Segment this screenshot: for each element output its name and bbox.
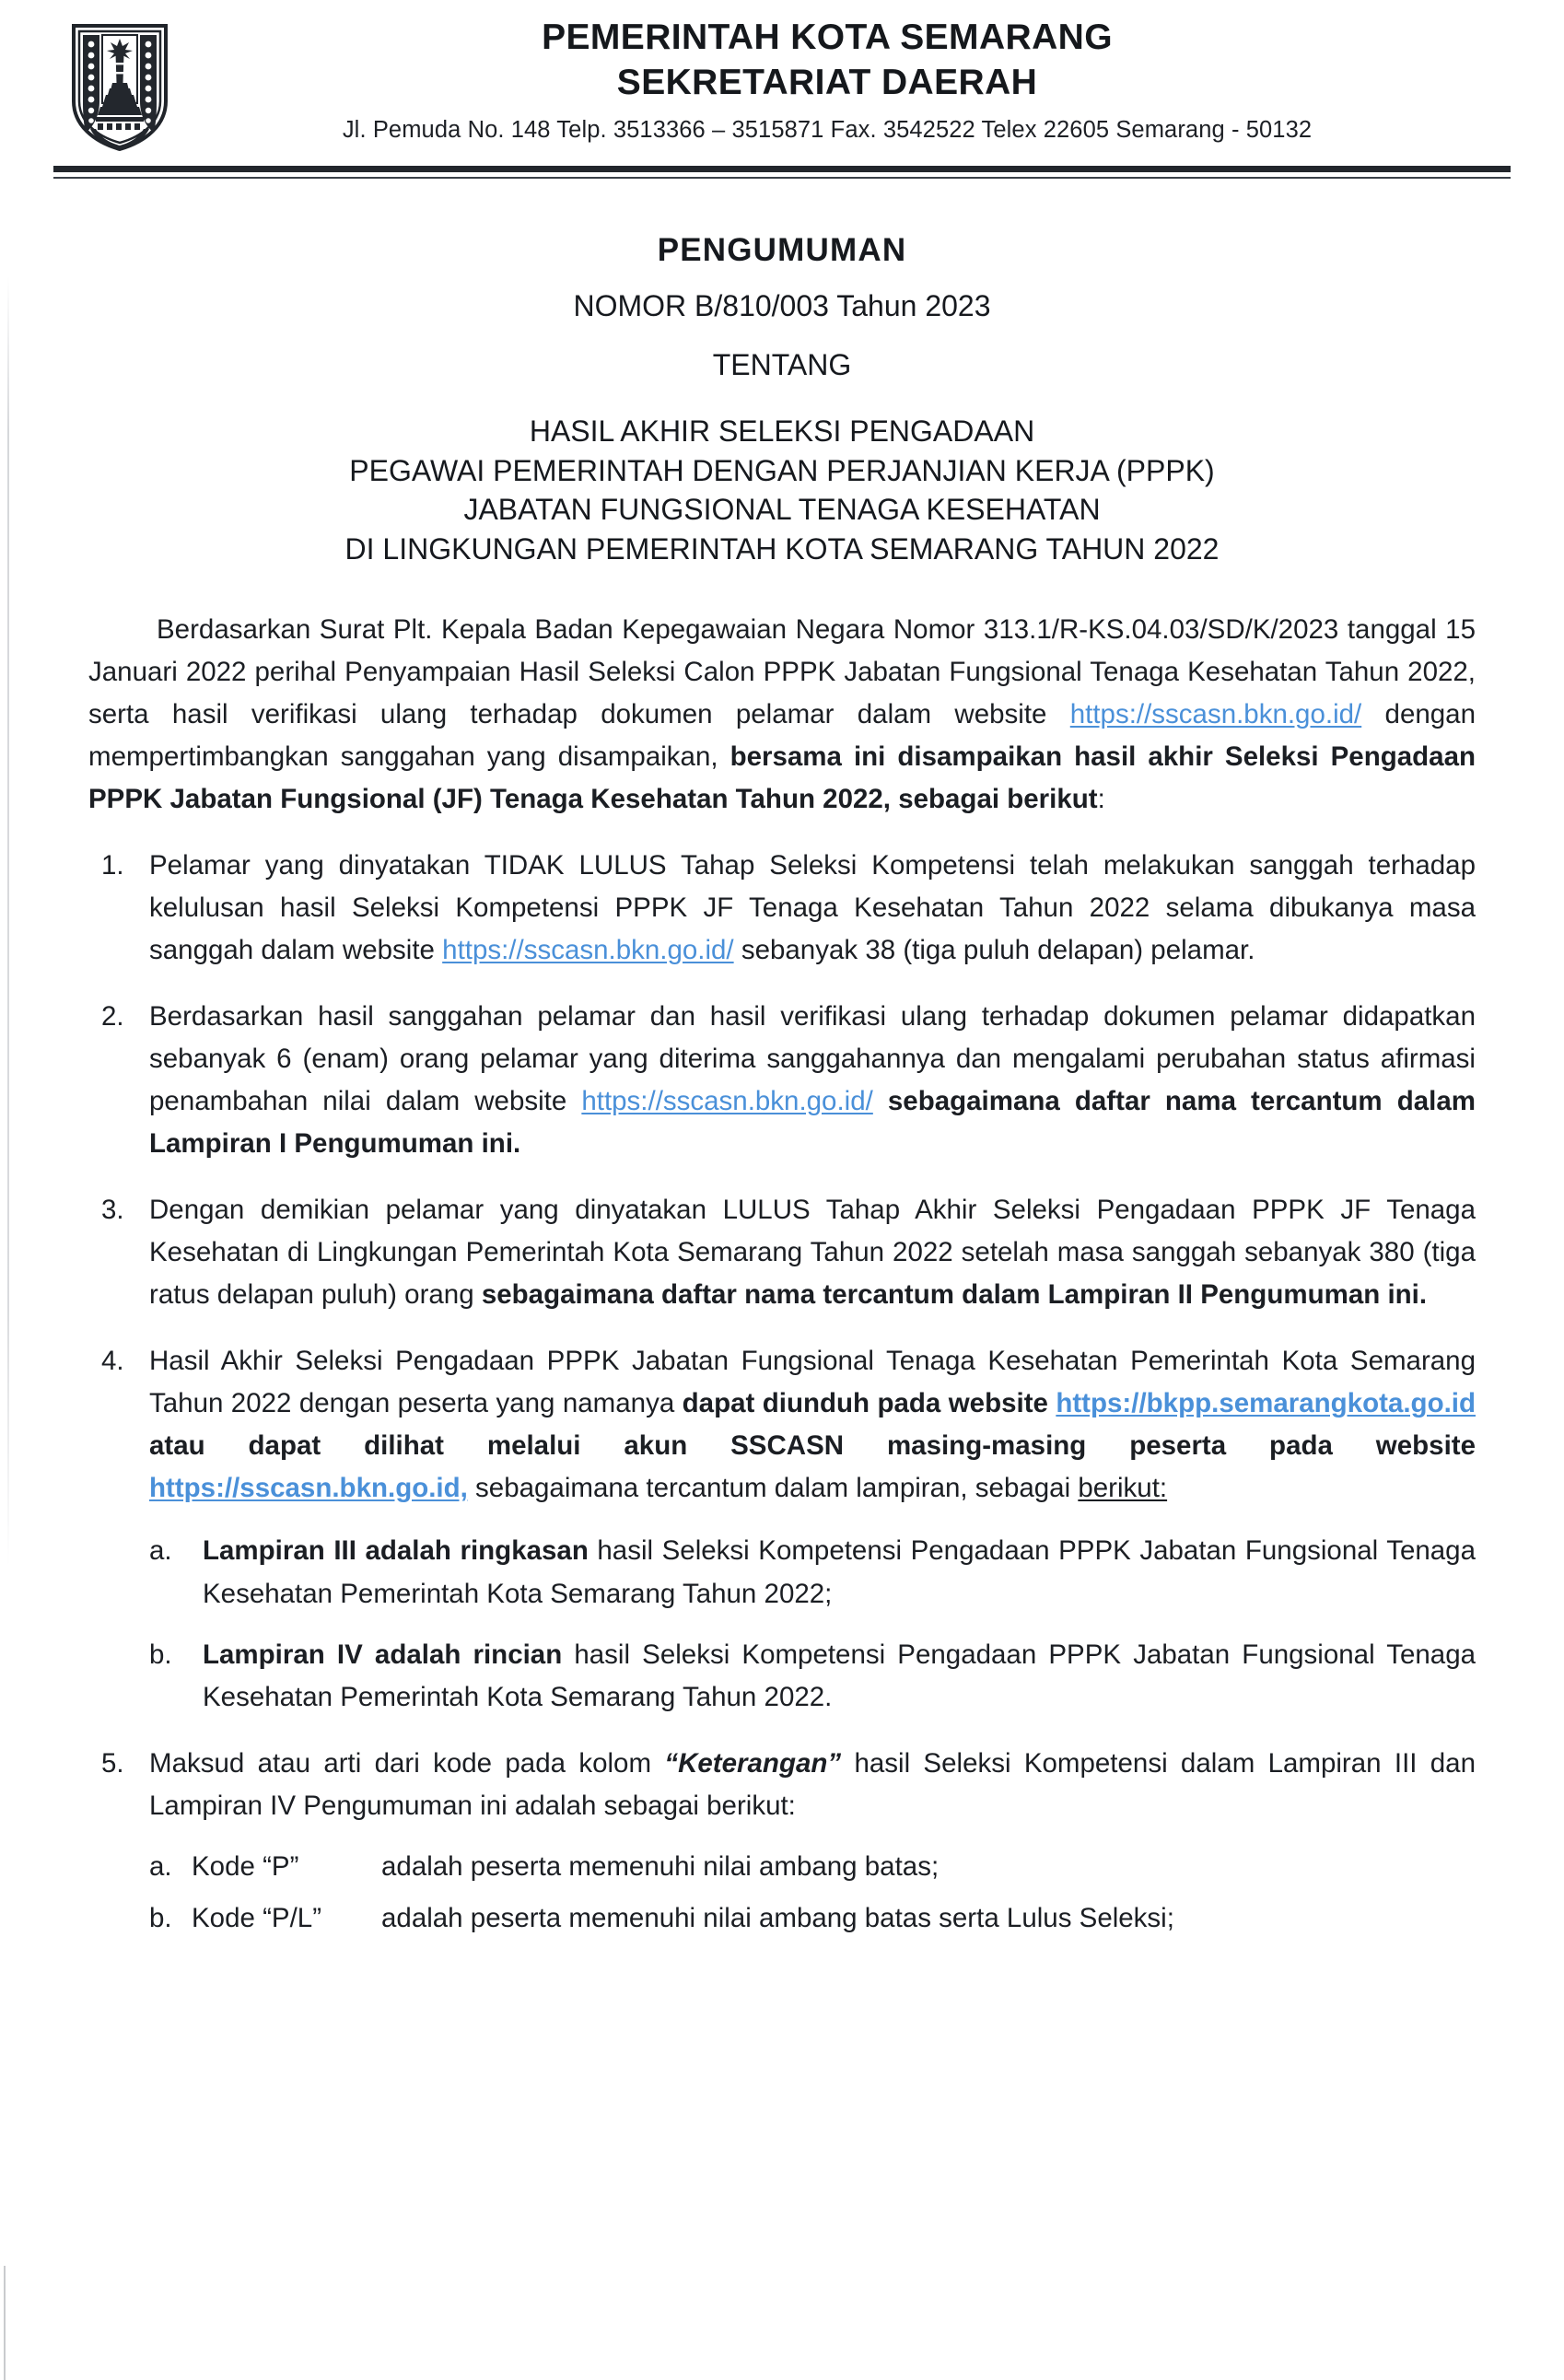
item-marker: 2. [101,1001,124,1032]
subitem-4b-bold: Lampiran IV adalah rincian [203,1639,563,1670]
sscasn-link[interactable]: https://sscasn.bkn.go.id, [149,1473,468,1504]
code-label-p: Kode “P” [192,1850,299,1882]
item-3-text [149,1189,1476,1316]
letterhead-text [171,17,1507,146]
item-4-underline-1: berikut: [1078,1473,1168,1504]
subitem-4b-rest: hasil Seleksi Kompetensi Pengadaan PPPK Jabatan Fungsional Tenaga Kesehatan Pemerintah Kota Semarang Tahun 2022. [203,1639,1476,1712]
item-4-bold-2: atau dapat dilihat melalui akun SSCASN masing-masing peserta pada website [149,1430,1476,1462]
list-item [149,1846,1476,1888]
item-3-part-1: Dengan demikian pelamar yang dinyatakan LULUS Tahap Akhir Seleksi Pengadaan PPPK JF Tenaga Kesehatan di Lingkungan Pemerintah Kota Semarang Tahun 2022 setelah masa sanggah sebanyak 380 (tiga ratus delapan puluh) orang [149,1195,1476,1311]
list-item [149,1634,1476,1719]
intro-text-3: : [1097,784,1105,815]
org-name-line1: PEMERINTAH KOTA SEMARANG [542,18,1113,57]
keterangan-code-list [149,1846,1476,1940]
intro-paragraph [88,609,1476,821]
item-5-part-1: Maksud atau arti dari kode pada kolom [149,1747,665,1779]
item-2-part-1: Berdasarkan hasil sanggahan pelamar dan hasil verifikasi ulang terhadap dokumen pelamar didapatkan sebanyak 6 (enam) orang pelamar yang diterima sanggahannya dan mengalami perubahan status afirmasi penambahan nilai dalam website [149,1001,1476,1117]
list-item [88,1743,1476,1940]
list-item [88,845,1476,972]
list-item [88,1340,1476,1718]
subitem-4b-text [203,1634,1476,1719]
list-item [149,1530,1476,1615]
code-marker: a. [149,1850,172,1882]
item-3-bold-1: sebagaimana daftar nama tercantum dalam Lampiran II Pengumuman ini. [481,1279,1428,1311]
item-2-text [149,996,1476,1165]
bkpp-link[interactable]: https://bkpp.semarangkota.go.id [1056,1388,1476,1419]
item-4-bold-1: dapat diunduh pada website [682,1388,1056,1419]
list-item [149,1897,1476,1940]
org-name-line2: SEKRETARIAT DAERAH [616,63,1038,103]
subject-line-3: JABATAN FUNGSIONAL TENAGA KESEHATAN [463,493,1101,527]
sscasn-link[interactable]: https://sscasn.bkn.go.id/ [581,1086,873,1117]
page-title: PENGUMUMAN [657,232,907,268]
scan-artifact-left-edge [7,276,9,1566]
item-5-part-2: hasil Seleksi Kompetensi dalam Lampiran III dan Lampiran IV Pengumuman ini adalah sebagai berikut: [149,1747,1476,1821]
org-address: Jl. Pemuda No. 148 Telp. 3513366 – 3515871 Fax. 3542522 Telex 22605 Semarang - 50132 [342,116,1313,143]
sscasn-link[interactable]: https://sscasn.bkn.go.id/ [442,935,734,966]
item-1-text [149,845,1476,972]
about-label: TENTANG [712,348,852,381]
letterhead-divider [53,166,1511,179]
announcement-number: NOMOR B/810/003 Tahun 2023 [573,289,991,322]
letterhead [0,0,1564,151]
divider-thick-rule [53,166,1511,172]
title-block [0,232,1564,568]
item-4-part-1: Hasil Akhir Seleksi Pengadaan PPPK Jabatan Fungsional Tenaga Kesehatan Pemerintah Kota Semarang Tahun 2022 dengan peserta yang namanya [149,1346,1476,1419]
subitem-4a-rest: hasil Seleksi Kompetensi Pengadaan PPPK Jabatan Fungsional Tenaga Kesehatan Pemerintah Kota Semarang Tahun 2022; [203,1535,1476,1609]
subitem-marker: a. [149,1535,172,1567]
subject-line-4: DI LINGKUNGAN PEMERINTAH KOTA SEMARANG TAHUN 2022 [344,531,1220,566]
subject-line-1: HASIL AKHIR SELEKSI PENGADAAN [529,414,1035,448]
list-item [88,1189,1476,1316]
subitem-4a-bold: Lampiran III adalah ringkasan [203,1535,589,1567]
item-marker: 4. [101,1346,124,1377]
announcement-items-list [88,845,1476,1939]
item-4-subitems [149,1530,1476,1718]
item-marker: 3. [101,1195,124,1226]
code-marker: b. [149,1902,172,1933]
code-description-p: adalah peserta memenuhi nilai ambang batas; [381,1850,940,1882]
item-4-text [149,1340,1476,1510]
item-5-keterangan-emphasis: “Keterangan” [664,1747,842,1779]
sscasn-link[interactable]: https://sscasn.bkn.go.id/ [1069,699,1362,730]
subitem-4a-text [203,1530,1476,1615]
list-item [88,996,1476,1165]
code-description-pl: adalah peserta memenuhi nilai ambang batas serta Lulus Seleksi; [381,1902,1174,1933]
scan-artifact-left-edge-bottom [4,2266,6,2380]
item-1-part-2: sebanyak 38 (tiga puluh delapan) pelamar. [733,935,1255,966]
item-1-part-1: Pelamar yang dinyatakan TIDAK LULUS Tahap Seleksi Kompetensi telah melakukan sanggah terhadap kelulusan hasil Seleksi Kompetensi PPPK JF Tenaga Kesehatan Tahun 2022 selama dibukanya masa sanggah dalam website [149,850,1476,966]
intro-text-2: dengan mempertimbangkan sanggahan yang disampaikan, [88,699,1476,773]
intro-bold-1: bersama ini disampaikan hasil akhir Seleksi Pengadaan PPPK Jabatan Fungsional (JF) Tenaga Kesehatan Tahun 2022, sebagai berikut [88,741,1476,815]
intro-text-1: Berdasarkan Surat Plt. Kepala Badan Kepegawaian Negara Nomor 313.1/R-KS.04.03/SD/K/2023 tanggal 15 Januari 2022 perihal Penyampaian Hasil Seleksi Calon PPPK Jabatan Fungsional Tenaga Kesehatan Tahun 2022, serta hasil verifikasi ulang terhadap dokumen pelamar dalam website [88,614,1476,730]
item-5-text [149,1743,1476,1827]
item-2-bold-1: sebagaimana daftar nama tercantum dalam Lampiran I Pengumuman ini. [149,1086,1476,1160]
item-marker: 1. [101,850,124,881]
subitem-marker: b. [149,1639,172,1670]
item-4-part-2: sebagaimana tercantum dalam lampiran, sebagai [467,1473,1079,1504]
announcement-subject [0,412,1564,568]
divider-thin-rule [53,177,1511,179]
subject-line-2: PEGAWAI PEMERINTAH DENGAN PERJANJIAN KERJA (PPPK) [349,453,1215,487]
code-label-pl: Kode “P/L” [192,1902,322,1933]
item-marker: 5. [101,1747,124,1779]
semarang-city-crest-icon [68,22,171,151]
document-body [88,609,1476,1939]
